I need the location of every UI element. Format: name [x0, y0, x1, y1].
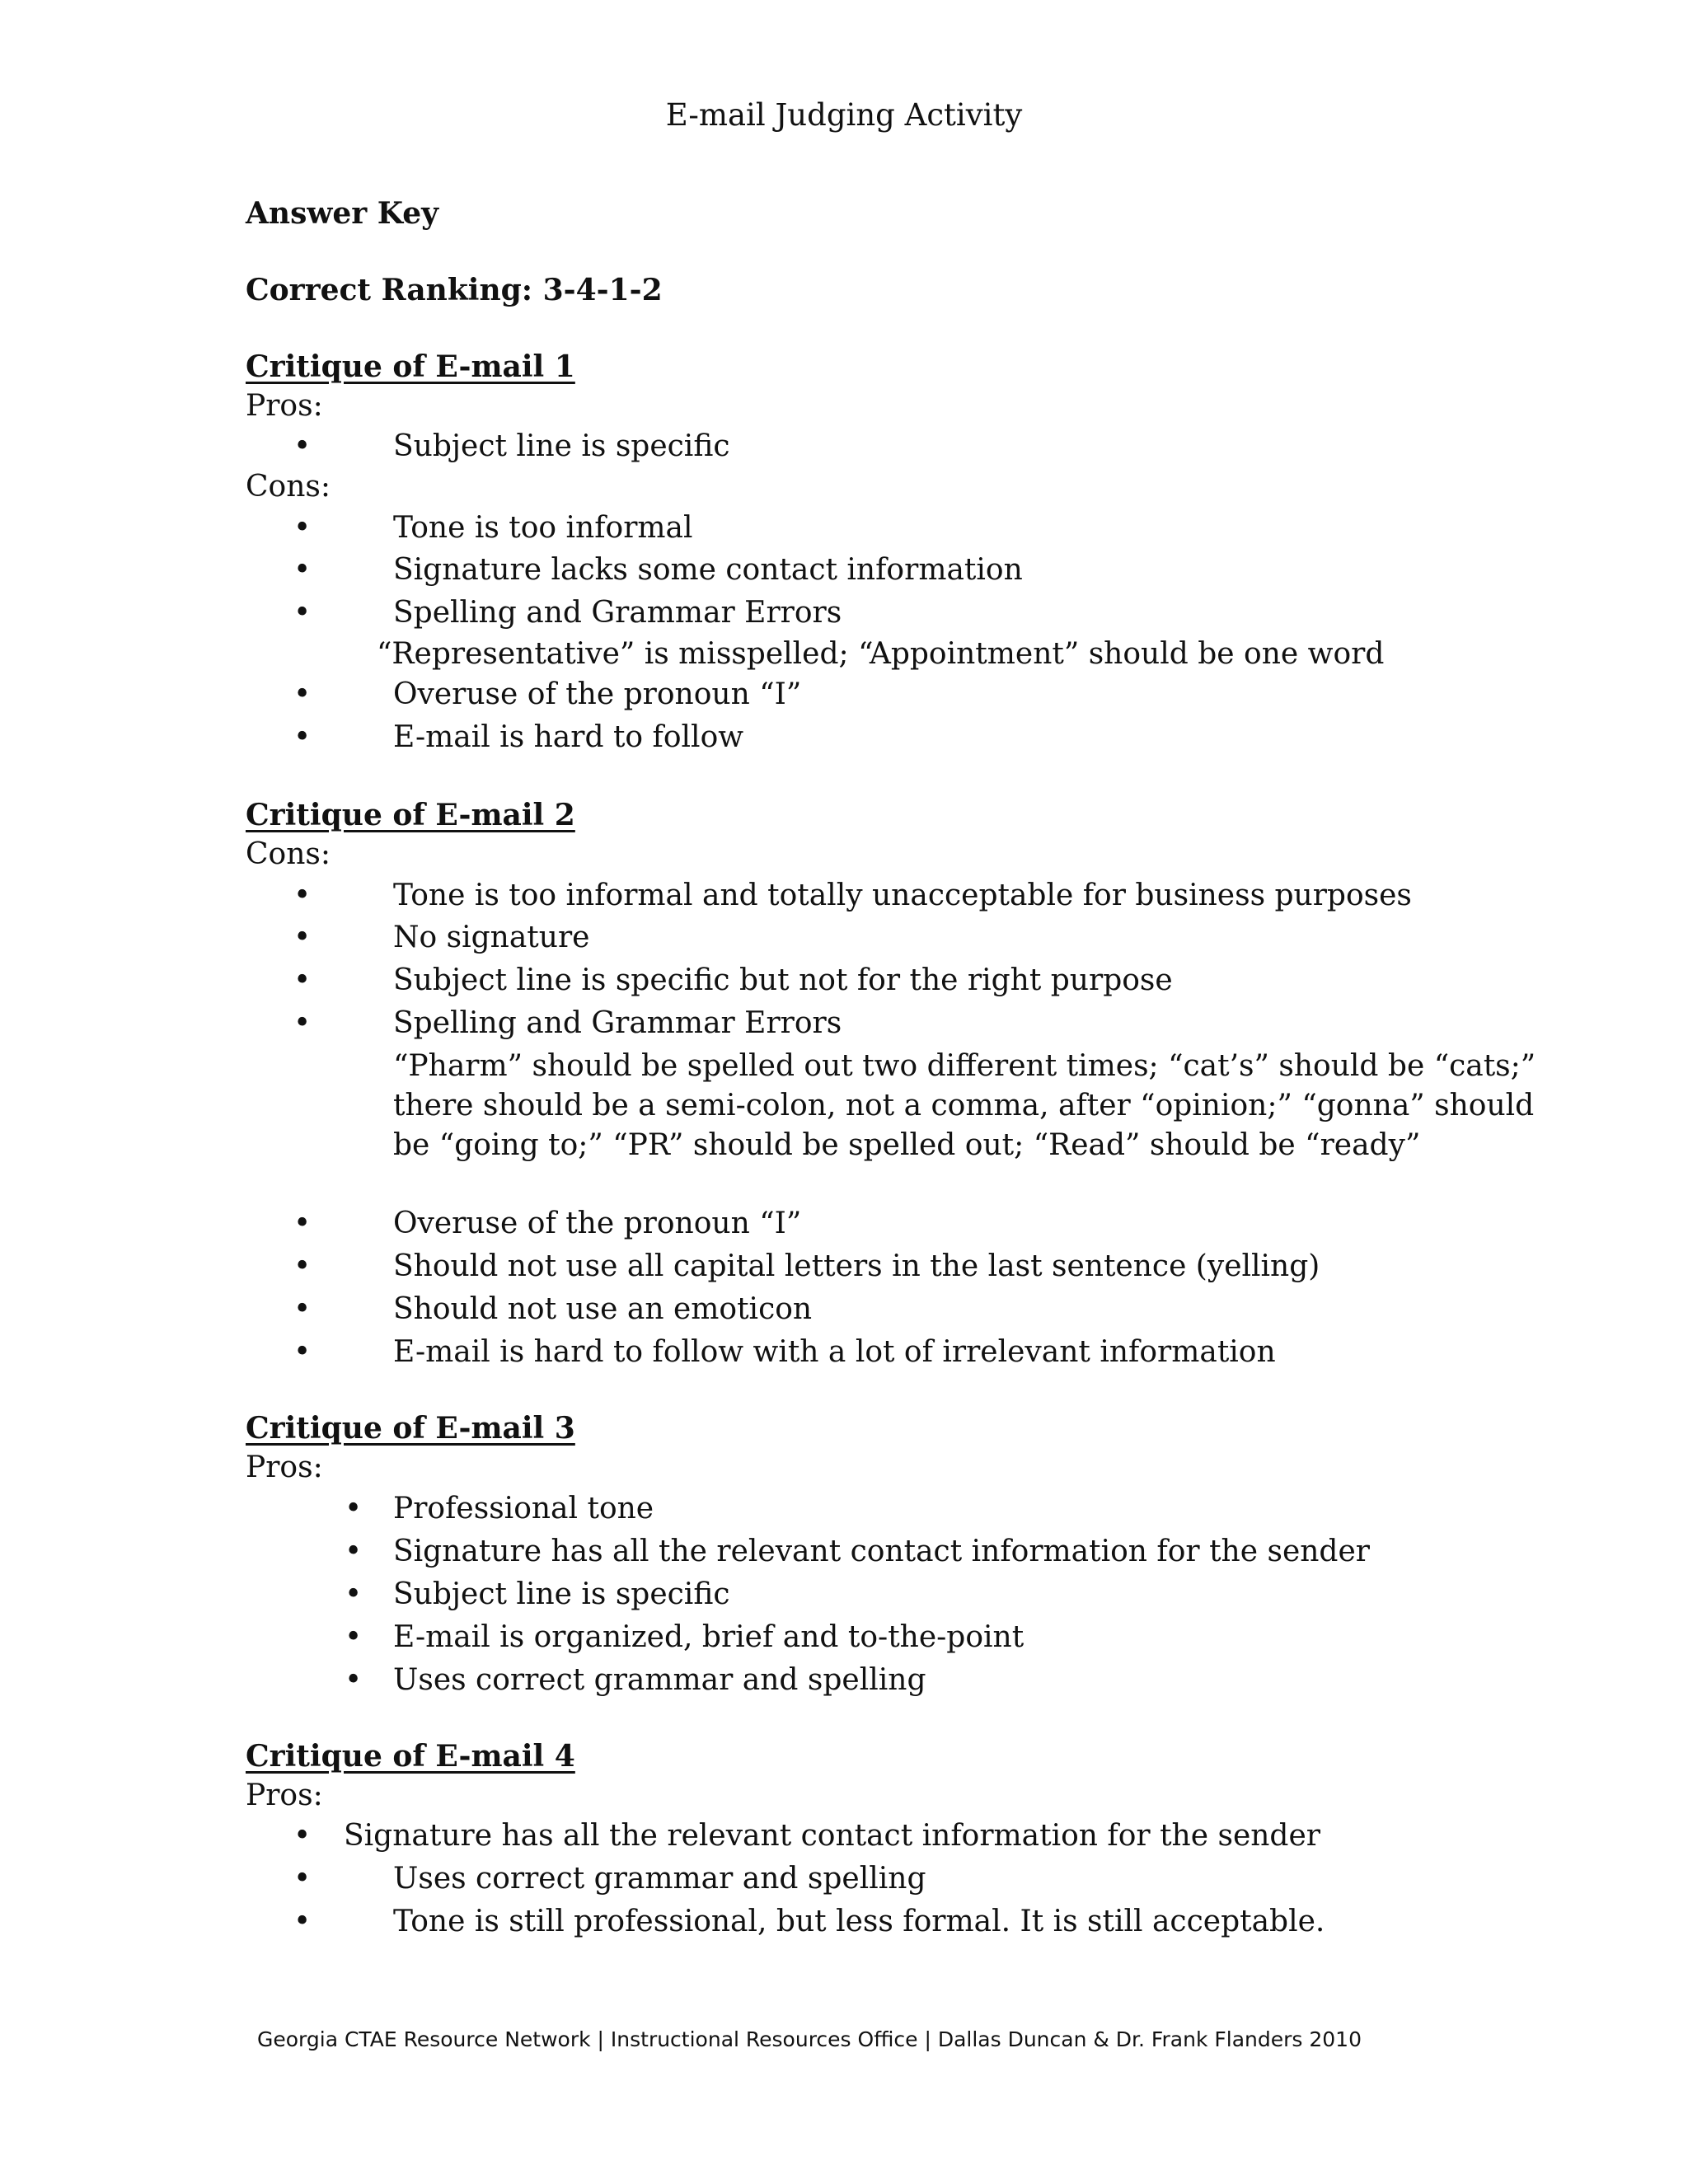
list-item: Should not use all capital letters in the last sentence (yelling): [393, 1249, 1320, 1283]
list-item: Tone is too informal: [393, 511, 693, 545]
cons-label: Cons:: [246, 470, 331, 504]
section-heading-email-4: Critique of E-mail 4: [246, 1739, 575, 1774]
list-item: Subject line is specific: [393, 1577, 730, 1611]
list-item: Uses correct grammar and spelling: [393, 1663, 926, 1697]
list-item: E-mail is hard to follow: [393, 720, 744, 754]
bullet-icon: •: [345, 1577, 363, 1611]
page-footer: Georgia CTAE Resource Network | Instructional Resources Office | Dallas Duncan & Dr. Frank Flanders 2010: [257, 2027, 1362, 2051]
list-item: No signature: [393, 921, 590, 954]
list-item: Signature has all the relevant contact information for the sender: [393, 1535, 1370, 1568]
answer-key-heading: Answer Key: [246, 196, 439, 231]
bullet-icon: •: [293, 511, 312, 545]
list-item: E-mail is hard to follow with a lot of irrelevant information: [393, 1335, 1276, 1369]
list-item: Subject line is specific but not for the right purpose: [393, 963, 1173, 997]
bullet-icon: •: [293, 879, 312, 912]
bullet-icon: •: [293, 1862, 312, 1896]
list-item: Should not use an emoticon: [393, 1292, 813, 1326]
bullet-icon: •: [293, 1207, 312, 1240]
section-heading-email-3: Critique of E-mail 3: [246, 1411, 575, 1446]
bullet-icon: •: [293, 677, 312, 711]
pros-label: Pros:: [246, 1779, 323, 1812]
bullet-icon: •: [293, 921, 312, 954]
list-item: Tone is still professional, but less formal. It is still acceptable.: [393, 1905, 1325, 1938]
bullet-icon: •: [293, 596, 312, 630]
section-heading-email-2: Critique of E-mail 2: [246, 798, 575, 832]
bullet-icon: •: [293, 1905, 312, 1938]
list-item: Subject line is specific: [393, 429, 730, 463]
bullet-icon: •: [345, 1535, 363, 1568]
bullet-icon: •: [345, 1492, 363, 1526]
error-note: “Representative” is misspelled; “Appointment” should be one word: [377, 637, 1385, 671]
bullet-icon: •: [345, 1620, 363, 1654]
correct-ranking: Correct Ranking: 3-4-1-2: [246, 273, 663, 307]
bullet-icon: •: [293, 553, 312, 587]
list-item: Uses correct grammar and spelling: [393, 1862, 926, 1896]
list-item: Signature has all the relevant contact information for the sender: [344, 1819, 1320, 1853]
error-note: “Pharm” should be spelled out two different times; “cat’s” should be “cats;” there should be a semi-colon, not a comma, after “opinion;” “gonna” should be “going to;” “PR” should be spelled out; “Read” should be “ready”: [393, 1049, 1536, 1162]
list-item: Signature lacks some contact information: [393, 553, 1023, 587]
bullet-icon: •: [293, 963, 312, 997]
bullet-icon: •: [345, 1663, 363, 1697]
pros-label: Pros:: [246, 389, 323, 423]
bullet-icon: •: [293, 1335, 312, 1369]
pros-label: Pros:: [246, 1451, 323, 1484]
bullet-icon: •: [293, 720, 312, 754]
bullet-icon: •: [293, 1292, 312, 1326]
list-item: Spelling and Grammar Errors: [393, 596, 842, 630]
page-title: E-mail Judging Activity: [665, 97, 1023, 133]
list-item: Spelling and Grammar Errors: [393, 1006, 842, 1040]
bullet-icon: •: [293, 1006, 312, 1040]
list-item: Professional tone: [393, 1492, 654, 1526]
bullet-icon: •: [293, 1249, 312, 1283]
list-item: Overuse of the pronoun “I”: [393, 677, 802, 711]
section-heading-email-1: Critique of E-mail 1: [246, 349, 575, 384]
list-item: Tone is too informal and totally unacceptable for business purposes: [393, 879, 1412, 912]
list-item: Overuse of the pronoun “I”: [393, 1207, 802, 1240]
bullet-icon: •: [293, 429, 312, 463]
cons-label: Cons:: [246, 837, 331, 871]
list-item: E-mail is organized, brief and to-the-point: [393, 1620, 1025, 1654]
bullet-icon: •: [293, 1819, 312, 1853]
